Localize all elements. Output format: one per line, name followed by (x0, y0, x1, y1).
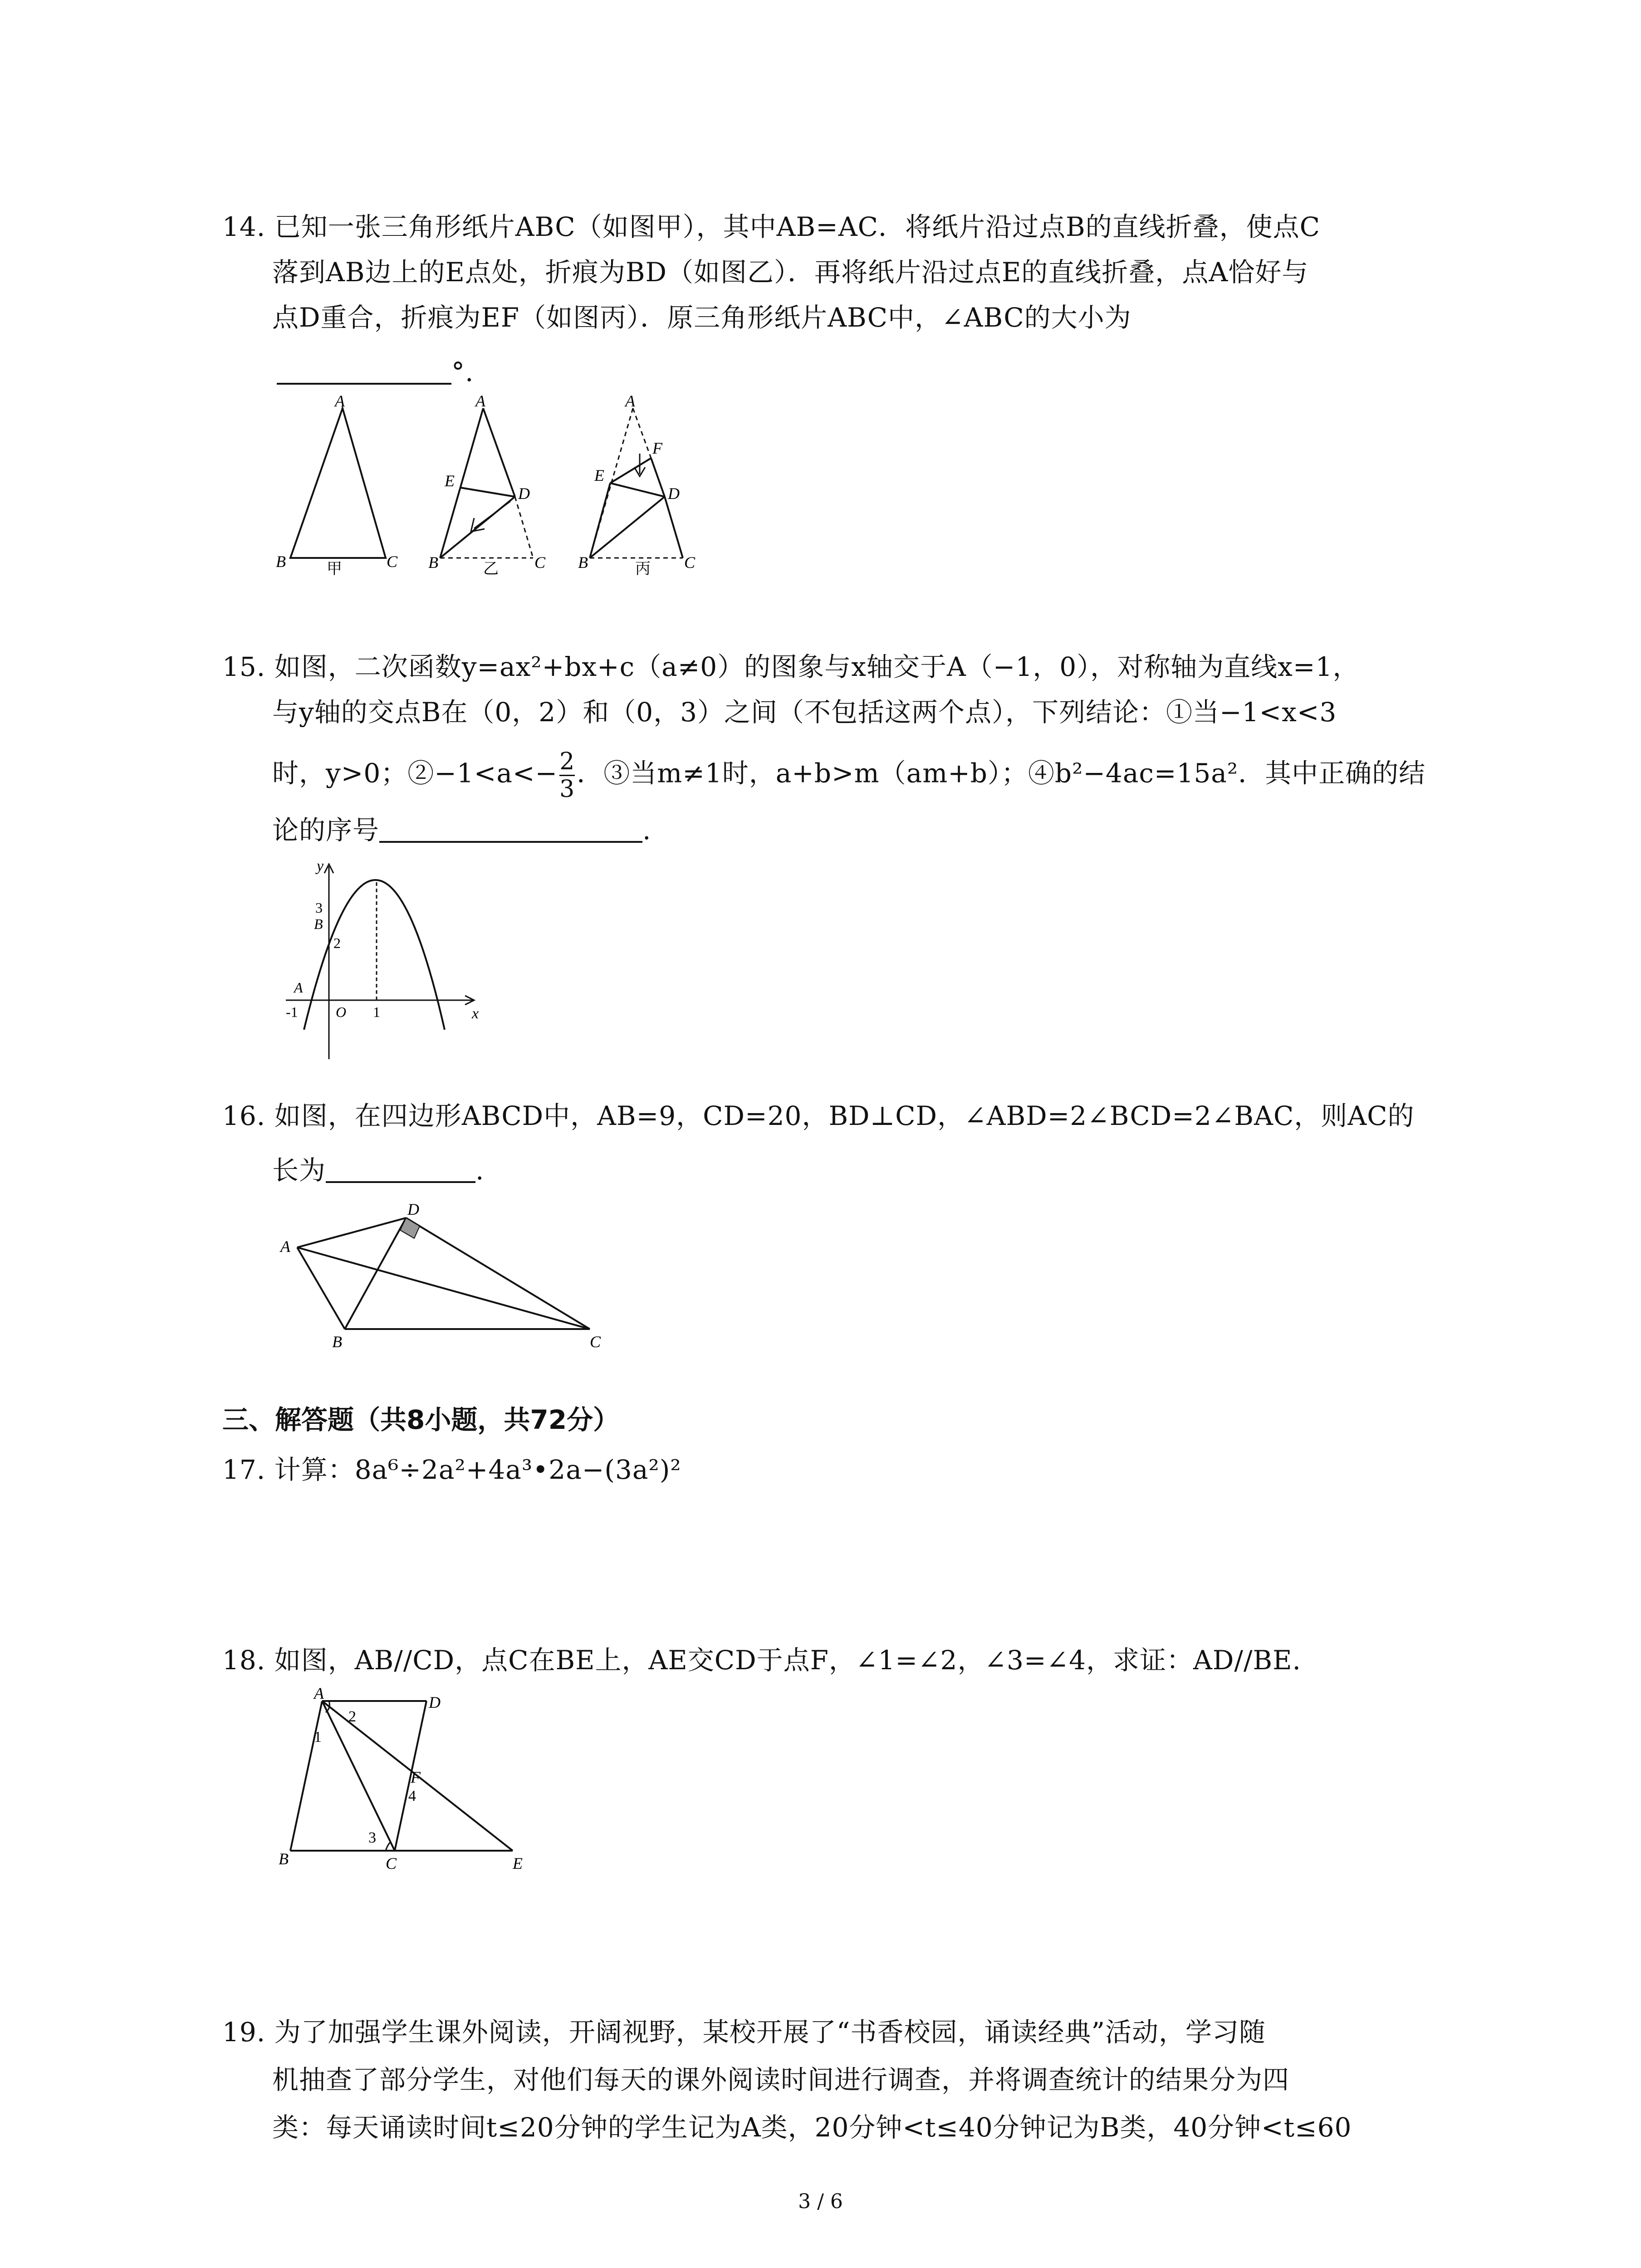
q16-line2: 长为 . (272, 1155, 485, 1186)
q14-figure-jia (268, 390, 404, 581)
svg-text:D: D (518, 484, 530, 503)
label-a: A (335, 392, 345, 410)
svg-text:C: C (534, 553, 546, 572)
svg-text:E: E (594, 466, 604, 484)
svg-text:A: A (280, 1237, 290, 1256)
q14-number: 14. (222, 211, 266, 242)
q15-number: 15. (222, 651, 266, 682)
q15-line1 (222, 649, 1359, 685)
label-neg1: -1 (286, 1004, 298, 1020)
triangle-abc (290, 408, 386, 558)
q19-line2: 机抽查了部分学生，对他们每天的课外阅读时间进行调查，并将调查统计的结果分为四 (272, 2064, 1290, 2095)
svg-text:B: B (428, 553, 438, 572)
q15-text-line1: 如图，二次函数y=ax²+bx+c（a≠0）的图象与x轴交于A（−1，0），对称轴为直线x=1， (274, 651, 1360, 682)
svg-text:D: D (407, 1200, 419, 1218)
caption-yi: 乙 (483, 560, 499, 578)
svg-text:A: A (475, 392, 485, 410)
label-origin: O (336, 1004, 347, 1020)
label-two: 2 (333, 935, 341, 951)
section3-heading: 三、解答题（共8小题，共72分） (222, 1404, 620, 1435)
svg-text:2: 2 (348, 1708, 356, 1725)
svg-text:1: 1 (314, 1729, 322, 1745)
q14-degree-mark: °. (451, 357, 474, 387)
q17-text: 计算：8a⁶÷2a²+4a³•2a−(3a²)² (274, 1454, 681, 1485)
label-x-axis: x (472, 1005, 479, 1022)
q15-text-line3a: 时，y>0；②−1<a<− (272, 758, 558, 789)
q18-number: 18. (222, 1645, 266, 1676)
svg-text:E: E (513, 1854, 523, 1872)
svg-text:F: F (652, 439, 662, 457)
q19-text-line1: 为了加强学生课外阅读，开阔视野，某校开展了“书香校园，诵读经典”活动，学习随 (274, 2017, 1266, 2048)
svg-text:F: F (411, 1768, 421, 1786)
svg-text:C: C (386, 1854, 397, 1872)
right-angle-mark (400, 1218, 420, 1238)
q14-figure-bing (572, 390, 717, 581)
q14-line2: 落到AB边上的E点处，折痕为BD（如图乙）．再将纸片沿过点E的直线折叠，点A恰好与 (272, 257, 1309, 288)
fraction-two-thirds (559, 748, 575, 802)
label-a: A (294, 979, 303, 996)
q14-line3: 点D重合，折痕为EF（如图丙）．原三角形纸片ABC中，∠ABC的大小为 (272, 302, 1132, 333)
svg-text:E: E (445, 472, 455, 490)
svg-text:4: 4 (408, 1788, 416, 1804)
q15-line2: 与y轴的交点B在（0，2）和（0，3）之间（不包括这两个点），下列结论：①当−1<x<3 (272, 697, 1337, 728)
svg-text:3: 3 (368, 1829, 376, 1846)
q16-quadrilateral-figure (272, 1198, 617, 1352)
q15-line4: 论的序号 . (272, 815, 652, 846)
q15-text-line3b: ．③当m≠1时，a+b>m（am+b）；④b²−4ac=15a²．其中正确的结 (577, 758, 1426, 789)
q19-line3: 类：每天诵读时间t≤20分钟的学生记为A类，20分钟<t≤40分钟记为B类，40分钟<t≤60 (272, 2112, 1352, 2143)
fraction-denominator: 3 (559, 776, 575, 803)
caption-bing: 丙 (635, 560, 651, 578)
label-y-axis: y (317, 858, 324, 875)
svg-text:D: D (429, 1693, 441, 1711)
q14-answer-line (277, 354, 474, 390)
q18-text: 如图，AB//CD，点C在BE上，AE交CD于点F，∠1=∠2，∠3=∠4，求证：AD//BE. (274, 1645, 1301, 1676)
svg-text:B: B (578, 553, 588, 572)
q18-figure (272, 1687, 526, 1882)
q19-line1 (222, 2014, 1266, 2050)
q19-number: 19. (222, 2017, 266, 2048)
q15-answer-blank[interactable] (379, 814, 642, 843)
svg-text:B: B (279, 1850, 289, 1868)
q14-line1 (222, 209, 1320, 245)
q17-line (222, 1452, 681, 1488)
label-b: B (314, 916, 323, 932)
svg-text:A: A (314, 1687, 324, 1702)
q15-parabola-graph (272, 857, 490, 1075)
q18-line (222, 1642, 1301, 1678)
page-number: 3 / 6 (798, 2190, 843, 2213)
fraction-numerator: 2 (559, 748, 575, 775)
q16-text-line1: 如图，在四边形ABCD中，AB=9，CD=20，BD⊥CD，∠ABD=2∠BCD=2∠BAC，则AC的 (274, 1100, 1415, 1131)
label-b: B (276, 552, 286, 571)
label-c: C (387, 552, 398, 571)
q15-text-line4: 论的序号 (272, 815, 380, 846)
q14-figure-yi (422, 390, 558, 581)
label-three: 3 (315, 899, 323, 916)
svg-text:D: D (668, 484, 680, 503)
q15-line3 (272, 748, 1425, 802)
caption-jia: 甲 (327, 560, 342, 578)
q14-text-line1: 已知一张三角形纸片ABC（如图甲），其中AB=AC．将纸片沿过点B的直线折叠，使点C (274, 211, 1321, 242)
q14-answer-blank[interactable] (277, 356, 451, 385)
svg-text:A: A (625, 392, 635, 410)
svg-text:C: C (590, 1333, 601, 1351)
svg-text:B: B (332, 1333, 342, 1351)
q17-number: 17. (222, 1454, 266, 1485)
q16-answer-blank[interactable] (326, 1154, 475, 1183)
q16-number: 16. (222, 1100, 266, 1131)
q16-line1 (222, 1098, 1415, 1134)
label-one: 1 (373, 1004, 380, 1020)
svg-text:C: C (684, 553, 696, 572)
